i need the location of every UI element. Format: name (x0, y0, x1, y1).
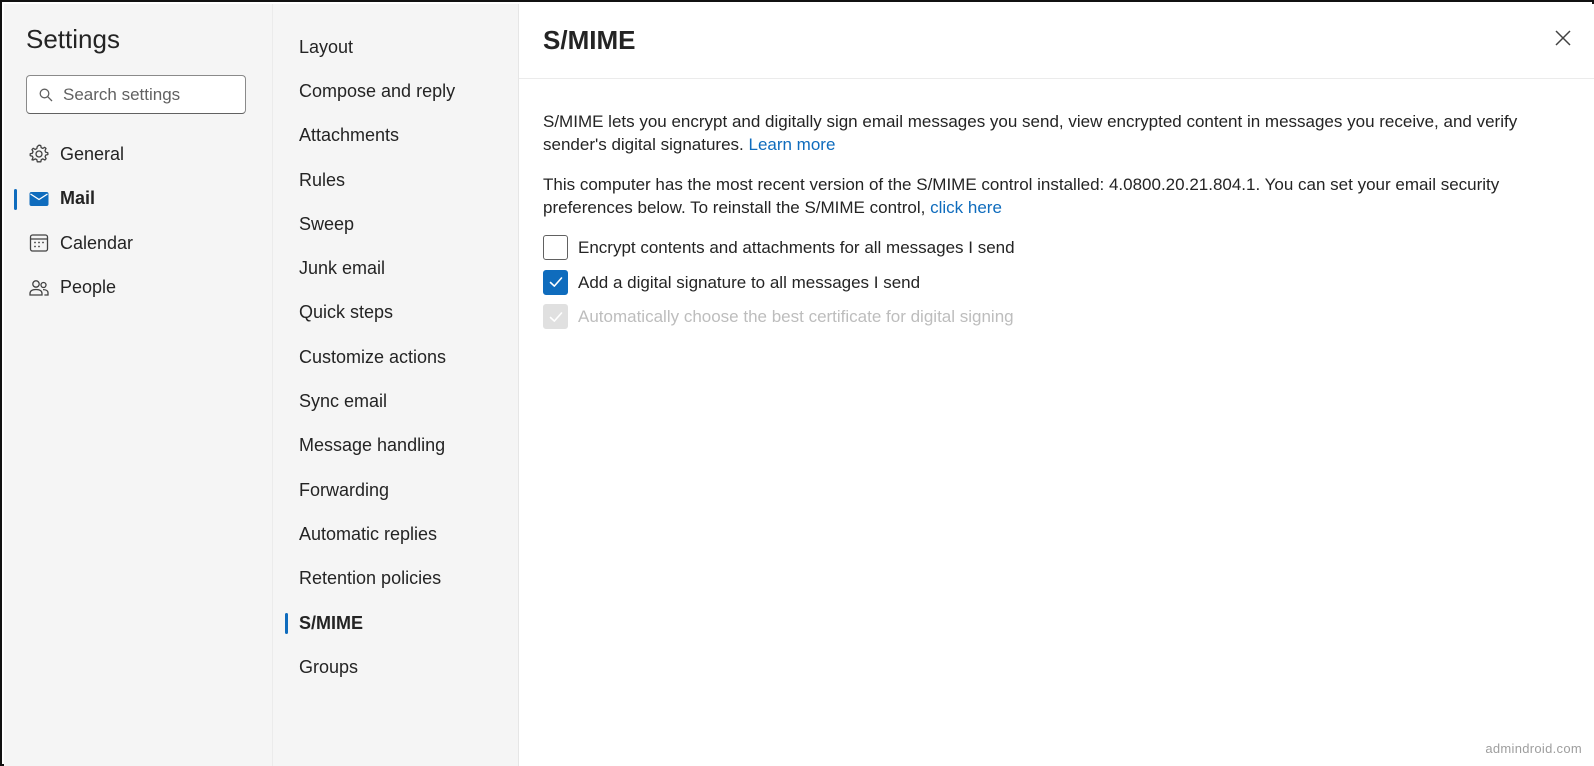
digital-signature-label: Add a digital signature to all messages I send (578, 272, 921, 292)
sidebar-item-people[interactable] (4, 266, 272, 311)
subnav-item-sweep[interactable]: Sweep (299, 213, 355, 234)
auto-certificate-option (543, 304, 1543, 329)
subnav-item-groups[interactable]: Groups (299, 656, 359, 677)
click-here-link[interactable]: click here (930, 198, 1002, 217)
control-paragraph (543, 173, 1543, 219)
subnav-item-automatic-replies[interactable]: Automatic replies (299, 523, 438, 544)
checkmark-icon (548, 274, 564, 290)
primary-nav (4, 132, 272, 310)
page-title: S/MIME (543, 25, 636, 55)
digital-signature-checkbox[interactable] (543, 270, 568, 295)
control-text: This computer has the most recent version of the S/MIME control installed: 4.0800.20.21.804.1. You can set your email security preferences below. To reinstall the S/MIME control, (543, 175, 1500, 217)
checkmark-icon (548, 309, 564, 325)
sidebar-item-label: Calendar (60, 232, 134, 253)
content-header (519, 4, 1594, 79)
calendar-icon (28, 232, 50, 254)
encrypt-checkbox[interactable] (543, 235, 568, 260)
people-icon (28, 277, 50, 299)
close-button[interactable] (1553, 30, 1573, 50)
search-box[interactable] (26, 75, 246, 114)
digital-signature-option[interactable] (543, 270, 1543, 295)
subnav-item-compose-and-reply[interactable]: Compose and reply (299, 80, 456, 101)
learn-more-link[interactable]: Learn more (748, 135, 836, 154)
subnav-item-customize-actions[interactable]: Customize actions (299, 346, 447, 367)
subnav-item-rules[interactable]: Rules (299, 169, 346, 190)
subnav-item-retention-policies[interactable]: Retention policies (299, 568, 442, 589)
gear-icon (28, 143, 50, 165)
subnav-item-attachments[interactable]: Attachments (299, 125, 400, 146)
mail-settings-nav (272, 4, 518, 766)
auto-certificate-checkbox (543, 304, 568, 329)
auto-certificate-label: Automatically choose the best certificate for digital signing (578, 307, 1014, 326)
encrypt-option[interactable] (543, 235, 1543, 260)
watermark: admindroid.com (1485, 741, 1582, 756)
close-icon (1554, 29, 1572, 52)
settings-sidebar (4, 4, 272, 766)
subnav-item-message-handling[interactable]: Message handling (299, 435, 446, 456)
mail-icon (28, 188, 50, 210)
sidebar-item-label: General (60, 143, 125, 164)
sidebar-item-label: People (60, 277, 117, 298)
sidebar-item-calendar[interactable] (4, 221, 272, 266)
content-pane (518, 4, 1594, 766)
sidebar-item-general[interactable] (4, 132, 272, 177)
search-input[interactable] (63, 85, 233, 105)
sidebar-item-mail[interactable] (4, 177, 272, 222)
settings-title: Settings (26, 24, 120, 54)
subnav-item-smime[interactable]: S/MIME (273, 601, 519, 645)
sidebar-item-label: Mail (60, 188, 96, 209)
intro-paragraph (543, 110, 1543, 156)
subnav-list (273, 25, 519, 689)
subnav-item-quick-steps[interactable]: Quick steps (299, 302, 394, 323)
subnav-item-forwarding[interactable]: Forwarding (299, 479, 390, 500)
encrypt-label: Encrypt contents and attachments for all messages I send (578, 238, 1015, 257)
subnav-item-junk-email[interactable]: Junk email (299, 258, 386, 279)
subnav-item-layout[interactable]: Layout (299, 36, 354, 57)
smime-settings-body (543, 110, 1543, 339)
intro-text: S/MIME lets you encrypt and digitally sign email messages you send, view encrypted content in messages you receive, and verify sender's digital signatures. (543, 112, 1518, 154)
search-icon (39, 88, 53, 102)
subnav-item-sync-email[interactable]: Sync email (299, 391, 388, 412)
